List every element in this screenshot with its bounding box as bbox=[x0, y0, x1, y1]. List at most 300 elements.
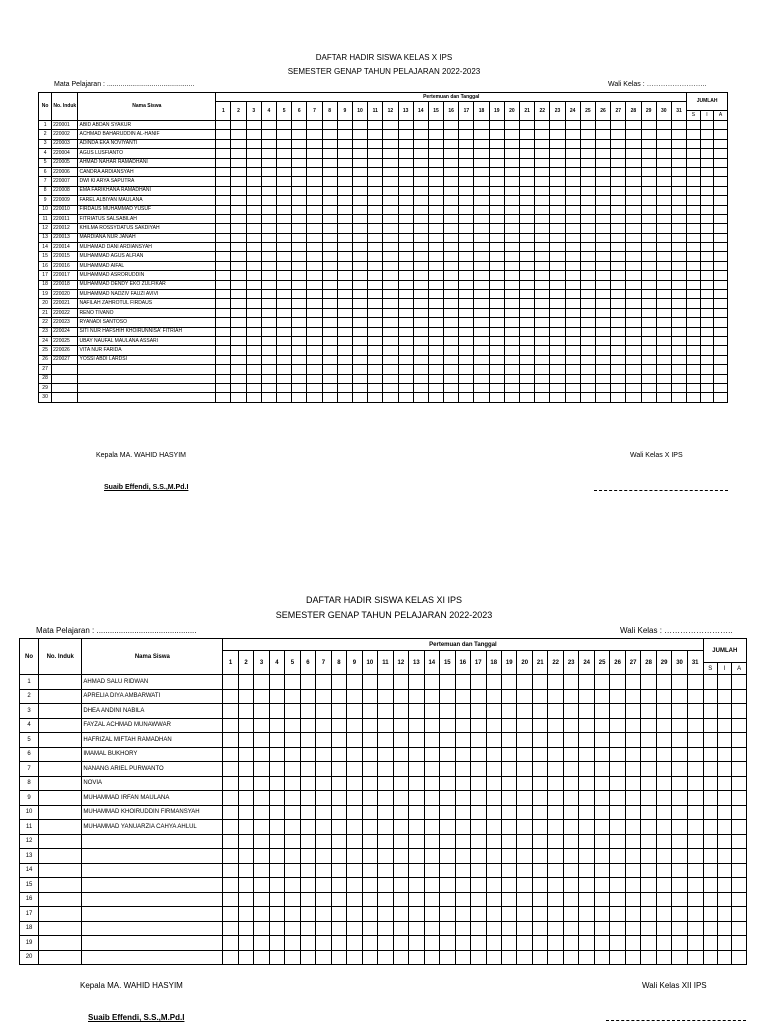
attendance-cell bbox=[641, 130, 656, 139]
attendance-cell bbox=[231, 346, 246, 355]
attendance-cell bbox=[532, 892, 547, 907]
attendance-cell bbox=[277, 186, 292, 195]
attendance-cell bbox=[474, 186, 489, 195]
attendance-cell bbox=[580, 336, 595, 345]
attendance-cell bbox=[424, 733, 439, 748]
attendance-cell bbox=[579, 805, 594, 820]
attendance-cell bbox=[216, 327, 231, 336]
attendance-cell bbox=[362, 907, 377, 922]
table-row bbox=[39, 130, 728, 139]
sum-izin-cell bbox=[700, 299, 713, 308]
attendance-cell bbox=[641, 892, 656, 907]
attendance-cell bbox=[626, 224, 641, 233]
attendance-cell bbox=[580, 393, 595, 402]
attendance-cell bbox=[489, 205, 504, 214]
attendance-cell bbox=[277, 355, 292, 364]
attendance-cell bbox=[352, 130, 367, 139]
attendance-cell bbox=[246, 177, 261, 186]
attendance-cell bbox=[413, 327, 428, 336]
attendance-cell bbox=[216, 261, 231, 270]
day-number: 15 bbox=[428, 102, 443, 121]
attendance-cell bbox=[656, 290, 671, 299]
attendance-cell bbox=[440, 689, 455, 704]
attendance-cell bbox=[565, 327, 580, 336]
attendance-cell bbox=[231, 224, 246, 233]
attendance-cell bbox=[277, 205, 292, 214]
attendance-cell bbox=[413, 308, 428, 317]
sum-izin-cell bbox=[717, 776, 731, 791]
attendance-cell bbox=[440, 675, 455, 690]
attendance-cell bbox=[231, 290, 246, 299]
attendance-cell bbox=[444, 252, 459, 261]
attendance-cell bbox=[307, 336, 322, 345]
attendance-cell bbox=[535, 205, 550, 214]
attendance-cell bbox=[486, 820, 501, 835]
attendance-cell bbox=[656, 393, 671, 402]
attendance-cell bbox=[292, 130, 307, 139]
attendance-cell bbox=[550, 158, 565, 167]
attendance-cell bbox=[409, 950, 424, 965]
attendance-cell bbox=[656, 336, 671, 345]
day-number: 14 bbox=[413, 102, 428, 121]
row-induk: 220018 bbox=[52, 280, 78, 289]
attendance-cell bbox=[254, 907, 269, 922]
row-nama: AGUS LUSFIANTO bbox=[78, 149, 216, 158]
row-induk: 220023 bbox=[52, 318, 78, 327]
attendance-cell bbox=[378, 718, 393, 733]
attendance-cell bbox=[378, 849, 393, 864]
attendance-cell bbox=[277, 214, 292, 223]
attendance-cell bbox=[550, 327, 565, 336]
attendance-cell bbox=[595, 346, 610, 355]
attendance-cell bbox=[656, 863, 671, 878]
attendance-cell bbox=[428, 158, 443, 167]
attendance-cell bbox=[459, 308, 474, 317]
attendance-cell bbox=[398, 308, 413, 317]
attendance-cell bbox=[550, 346, 565, 355]
attendance-cell bbox=[428, 280, 443, 289]
table-row bbox=[20, 704, 747, 719]
attendance-cell bbox=[378, 762, 393, 777]
attendance-cell bbox=[517, 776, 532, 791]
attendance-cell bbox=[231, 271, 246, 280]
attendance-cell bbox=[520, 139, 535, 148]
attendance-cell bbox=[532, 689, 547, 704]
attendance-cell bbox=[413, 224, 428, 233]
attendance-cell bbox=[687, 733, 703, 748]
attendance-cell bbox=[625, 689, 640, 704]
attendance-cell bbox=[307, 355, 322, 364]
attendance-cell bbox=[611, 308, 626, 317]
attendance-cell bbox=[625, 747, 640, 762]
attendance-cell bbox=[246, 214, 261, 223]
attendance-cell bbox=[489, 139, 504, 148]
attendance-cell bbox=[595, 271, 610, 280]
attendance-cell bbox=[352, 327, 367, 336]
attendance-cell bbox=[331, 704, 346, 719]
row-nama: MUHAMMAD IRFAN MAULANA bbox=[82, 791, 223, 806]
attendance-cell bbox=[535, 327, 550, 336]
table-row bbox=[20, 950, 747, 965]
sum-izin-cell bbox=[700, 252, 713, 261]
attendance-cell bbox=[413, 383, 428, 392]
attendance-cell bbox=[337, 139, 352, 148]
attendance-cell bbox=[368, 177, 383, 186]
attendance-cell bbox=[413, 252, 428, 261]
attendance-cell bbox=[269, 820, 284, 835]
attendance-cell bbox=[337, 186, 352, 195]
day-number: 27 bbox=[625, 651, 640, 675]
attendance-cell bbox=[216, 374, 231, 383]
attendance-cell bbox=[428, 196, 443, 205]
day-number: 7 bbox=[316, 651, 331, 675]
attendance-cell bbox=[548, 733, 563, 748]
attendance-cell bbox=[440, 921, 455, 936]
attendance-cell bbox=[292, 243, 307, 252]
attendance-cell bbox=[517, 849, 532, 864]
attendance-cell bbox=[216, 130, 231, 139]
attendance-cell bbox=[595, 393, 610, 402]
attendance-cell bbox=[300, 791, 315, 806]
attendance-cell bbox=[409, 675, 424, 690]
attendance-cell bbox=[548, 907, 563, 922]
attendance-cell bbox=[277, 139, 292, 148]
day-number: 9 bbox=[347, 651, 362, 675]
attendance-cell bbox=[687, 863, 703, 878]
table-row bbox=[39, 318, 728, 327]
attendance-cell bbox=[550, 177, 565, 186]
attendance-cell bbox=[444, 139, 459, 148]
row-no: 12 bbox=[20, 834, 39, 849]
header-row bbox=[39, 93, 728, 102]
sheet1-wali-label: Wali Kelas X IPS bbox=[630, 452, 683, 459]
attendance-cell bbox=[444, 290, 459, 299]
attendance-cell bbox=[444, 308, 459, 317]
attendance-cell bbox=[672, 907, 687, 922]
sheet2-attendance-table bbox=[19, 638, 747, 965]
table-row bbox=[39, 252, 728, 261]
row-no: 16 bbox=[39, 261, 52, 270]
attendance-cell bbox=[594, 704, 609, 719]
row-no: 19 bbox=[39, 290, 52, 299]
header-induk: No. Induk bbox=[39, 639, 82, 675]
attendance-cell bbox=[471, 689, 486, 704]
attendance-cell bbox=[246, 243, 261, 252]
day-number: 31 bbox=[671, 102, 686, 121]
attendance-cell bbox=[532, 718, 547, 733]
attendance-cell bbox=[368, 308, 383, 317]
row-no: 7 bbox=[39, 177, 52, 186]
attendance-cell bbox=[474, 177, 489, 186]
sum-sakit-cell bbox=[703, 834, 717, 849]
attendance-cell bbox=[580, 383, 595, 392]
attendance-cell bbox=[246, 121, 261, 130]
row-induk bbox=[39, 747, 82, 762]
attendance-cell bbox=[517, 704, 532, 719]
attendance-cell bbox=[216, 121, 231, 130]
attendance-cell bbox=[520, 186, 535, 195]
attendance-cell bbox=[520, 243, 535, 252]
attendance-cell bbox=[656, 950, 671, 965]
attendance-cell bbox=[246, 355, 261, 364]
attendance-cell bbox=[231, 308, 246, 317]
row-induk: 220024 bbox=[52, 327, 78, 336]
attendance-cell bbox=[486, 733, 501, 748]
attendance-cell bbox=[474, 243, 489, 252]
attendance-cell bbox=[517, 921, 532, 936]
attendance-cell bbox=[424, 820, 439, 835]
attendance-cell bbox=[444, 121, 459, 130]
attendance-cell bbox=[563, 892, 578, 907]
attendance-cell bbox=[378, 834, 393, 849]
sum-izin-cell bbox=[700, 383, 713, 392]
attendance-cell bbox=[625, 863, 640, 878]
attendance-cell bbox=[378, 878, 393, 893]
row-induk bbox=[39, 820, 82, 835]
attendance-cell bbox=[285, 733, 300, 748]
row-no: 9 bbox=[20, 791, 39, 806]
attendance-cell bbox=[261, 130, 276, 139]
attendance-cell bbox=[347, 733, 362, 748]
attendance-cell bbox=[285, 878, 300, 893]
attendance-cell bbox=[594, 849, 609, 864]
day-number: 10 bbox=[352, 102, 367, 121]
attendance-cell bbox=[383, 290, 398, 299]
day-number: 29 bbox=[656, 651, 671, 675]
attendance-cell bbox=[520, 214, 535, 223]
table-row bbox=[20, 718, 747, 733]
attendance-cell bbox=[641, 280, 656, 289]
row-no: 18 bbox=[39, 280, 52, 289]
attendance-cell bbox=[331, 791, 346, 806]
row-induk: 220007 bbox=[52, 177, 78, 186]
attendance-cell bbox=[362, 747, 377, 762]
attendance-cell bbox=[502, 820, 517, 835]
attendance-cell bbox=[565, 186, 580, 195]
sum-alpha-cell bbox=[714, 233, 728, 242]
attendance-cell bbox=[502, 776, 517, 791]
attendance-cell bbox=[368, 299, 383, 308]
attendance-cell bbox=[594, 820, 609, 835]
attendance-cell bbox=[489, 196, 504, 205]
attendance-cell bbox=[611, 167, 626, 176]
sum-sakit-cell bbox=[687, 271, 700, 280]
attendance-cell bbox=[580, 346, 595, 355]
attendance-cell bbox=[368, 280, 383, 289]
attendance-cell bbox=[440, 878, 455, 893]
attendance-cell bbox=[656, 214, 671, 223]
attendance-cell bbox=[517, 950, 532, 965]
attendance-cell bbox=[580, 355, 595, 364]
sum-alpha-cell bbox=[714, 327, 728, 336]
attendance-cell bbox=[352, 177, 367, 186]
attendance-cell bbox=[520, 308, 535, 317]
sum-alpha-cell bbox=[714, 299, 728, 308]
attendance-cell bbox=[285, 747, 300, 762]
attendance-cell bbox=[307, 271, 322, 280]
attendance-cell bbox=[535, 121, 550, 130]
attendance-cell bbox=[352, 252, 367, 261]
day-number: 18 bbox=[474, 102, 489, 121]
row-induk bbox=[39, 733, 82, 748]
attendance-cell bbox=[444, 393, 459, 402]
attendance-cell bbox=[413, 299, 428, 308]
attendance-cell bbox=[409, 907, 424, 922]
attendance-cell bbox=[579, 863, 594, 878]
attendance-cell bbox=[216, 158, 231, 167]
attendance-cell bbox=[532, 675, 547, 690]
attendance-cell bbox=[383, 196, 398, 205]
attendance-cell bbox=[362, 834, 377, 849]
attendance-cell bbox=[532, 950, 547, 965]
attendance-cell bbox=[269, 776, 284, 791]
attendance-cell bbox=[444, 299, 459, 308]
attendance-cell bbox=[459, 243, 474, 252]
attendance-cell bbox=[413, 374, 428, 383]
attendance-cell bbox=[440, 791, 455, 806]
attendance-cell bbox=[277, 121, 292, 130]
attendance-cell bbox=[261, 336, 276, 345]
attendance-cell bbox=[641, 675, 656, 690]
attendance-cell bbox=[352, 214, 367, 223]
attendance-cell bbox=[504, 365, 519, 374]
attendance-cell bbox=[246, 167, 261, 176]
attendance-cell bbox=[687, 950, 703, 965]
attendance-cell bbox=[455, 892, 470, 907]
attendance-cell bbox=[444, 327, 459, 336]
day-number: 25 bbox=[580, 102, 595, 121]
row-no: 13 bbox=[39, 233, 52, 242]
attendance-cell bbox=[580, 177, 595, 186]
row-induk bbox=[39, 849, 82, 864]
attendance-cell bbox=[307, 383, 322, 392]
attendance-cell bbox=[550, 252, 565, 261]
attendance-cell bbox=[300, 747, 315, 762]
sum-sakit-cell bbox=[703, 950, 717, 965]
attendance-cell bbox=[316, 863, 331, 878]
sum-alpha-cell bbox=[714, 365, 728, 374]
header-sakit: S bbox=[687, 111, 700, 121]
attendance-cell bbox=[285, 950, 300, 965]
day-number: 17 bbox=[459, 102, 474, 121]
attendance-cell bbox=[269, 834, 284, 849]
attendance-cell bbox=[611, 336, 626, 345]
attendance-cell bbox=[238, 718, 253, 733]
attendance-cell bbox=[489, 290, 504, 299]
attendance-cell bbox=[563, 950, 578, 965]
attendance-cell bbox=[594, 776, 609, 791]
attendance-cell bbox=[413, 149, 428, 158]
attendance-cell bbox=[413, 177, 428, 186]
attendance-cell bbox=[231, 365, 246, 374]
attendance-cell bbox=[238, 921, 253, 936]
row-nama bbox=[82, 849, 223, 864]
header-jumlah: JUMLAH bbox=[687, 93, 728, 111]
attendance-cell bbox=[594, 689, 609, 704]
attendance-cell bbox=[285, 863, 300, 878]
attendance-cell bbox=[459, 233, 474, 242]
attendance-cell bbox=[398, 158, 413, 167]
attendance-cell bbox=[550, 383, 565, 392]
sum-alpha-cell bbox=[732, 776, 747, 791]
row-no: 10 bbox=[39, 205, 52, 214]
attendance-cell bbox=[307, 365, 322, 374]
attendance-cell bbox=[565, 280, 580, 289]
attendance-cell bbox=[504, 355, 519, 364]
attendance-cell bbox=[471, 834, 486, 849]
attendance-cell bbox=[307, 158, 322, 167]
attendance-cell bbox=[641, 907, 656, 922]
attendance-cell bbox=[383, 149, 398, 158]
attendance-cell bbox=[641, 346, 656, 355]
attendance-cell bbox=[672, 733, 687, 748]
attendance-cell bbox=[459, 365, 474, 374]
attendance-cell bbox=[231, 243, 246, 252]
sum-izin-cell bbox=[700, 214, 713, 223]
attendance-cell bbox=[368, 233, 383, 242]
attendance-cell bbox=[300, 834, 315, 849]
attendance-cell bbox=[579, 820, 594, 835]
attendance-cell bbox=[383, 252, 398, 261]
attendance-cell bbox=[579, 689, 594, 704]
attendance-cell bbox=[331, 950, 346, 965]
attendance-cell bbox=[455, 921, 470, 936]
table-row bbox=[20, 776, 747, 791]
attendance-cell bbox=[471, 733, 486, 748]
attendance-cell bbox=[611, 346, 626, 355]
attendance-cell bbox=[316, 718, 331, 733]
attendance-cell bbox=[535, 177, 550, 186]
row-nama bbox=[78, 374, 216, 383]
sum-sakit-cell bbox=[703, 878, 717, 893]
attendance-cell bbox=[413, 121, 428, 130]
attendance-cell bbox=[352, 149, 367, 158]
attendance-cell bbox=[261, 365, 276, 374]
sum-izin-cell bbox=[717, 892, 731, 907]
attendance-cell bbox=[316, 834, 331, 849]
attendance-cell bbox=[626, 327, 641, 336]
attendance-cell bbox=[580, 261, 595, 270]
attendance-cell bbox=[285, 907, 300, 922]
sum-izin-cell bbox=[700, 280, 713, 289]
table-row bbox=[39, 158, 728, 167]
attendance-cell bbox=[292, 233, 307, 242]
attendance-cell bbox=[565, 346, 580, 355]
sum-izin-cell bbox=[700, 243, 713, 252]
day-number: 5 bbox=[285, 651, 300, 675]
attendance-cell bbox=[398, 318, 413, 327]
sheet2-kepala-name: Suaib Effendi, S.S.,M.Pd.I bbox=[88, 1013, 185, 1022]
row-nama: EMA FARIKHANA RAMADHANI bbox=[78, 186, 216, 195]
sum-alpha-cell bbox=[732, 747, 747, 762]
sum-izin-cell bbox=[700, 346, 713, 355]
attendance-cell bbox=[383, 393, 398, 402]
attendance-cell bbox=[656, 849, 671, 864]
attendance-cell bbox=[656, 243, 671, 252]
attendance-cell bbox=[625, 820, 640, 835]
attendance-cell bbox=[548, 776, 563, 791]
attendance-cell bbox=[579, 733, 594, 748]
sum-sakit-cell bbox=[687, 374, 700, 383]
attendance-cell bbox=[641, 374, 656, 383]
attendance-cell bbox=[428, 167, 443, 176]
attendance-cell bbox=[520, 336, 535, 345]
attendance-cell bbox=[428, 233, 443, 242]
attendance-cell bbox=[671, 290, 686, 299]
attendance-cell bbox=[641, 863, 656, 878]
attendance-cell bbox=[440, 718, 455, 733]
attendance-cell bbox=[610, 834, 625, 849]
